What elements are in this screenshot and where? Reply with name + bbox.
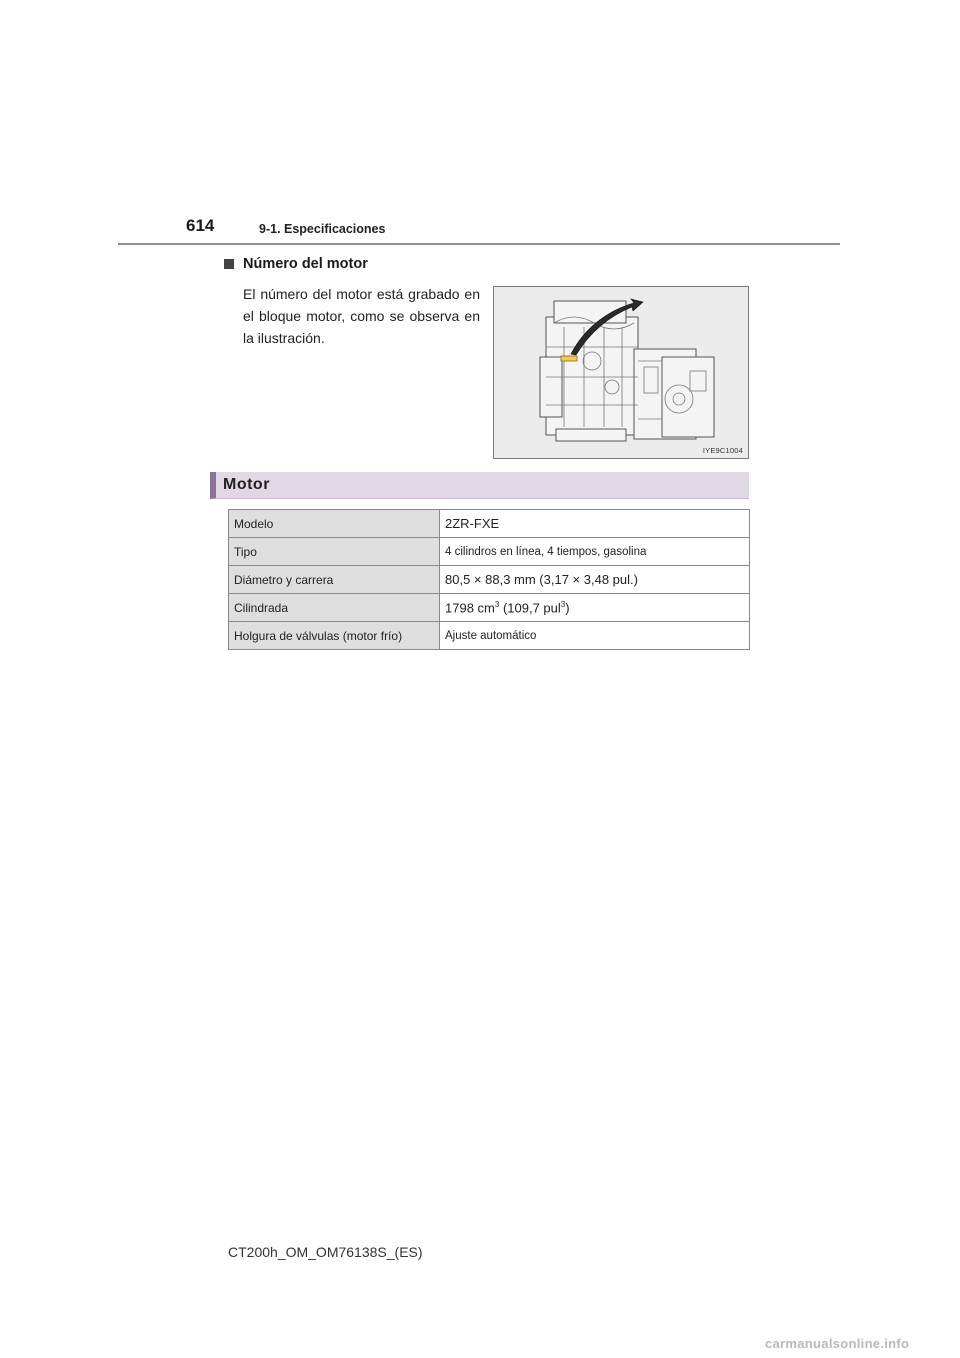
engine-number-marker (561, 356, 577, 361)
site-watermark: carmanualsonline.info (765, 1336, 910, 1351)
superscript: 3 (560, 599, 566, 609)
spec-label: Tipo (229, 538, 440, 566)
spec-value: 4 cilindros en línea, 4 tiempos, gasolina (440, 538, 750, 566)
spec-value: Ajuste automático (440, 622, 750, 650)
engine-number-description: El número del motor está grabado en el bloque motor, como se observa en la ilustración. (243, 286, 480, 346)
section-label: 9-1. Especificaciones (259, 222, 386, 236)
header-rule (118, 243, 840, 245)
displacement-imperial: (109,7 pul (499, 600, 561, 616)
figure-code: IYE9C1004 (702, 446, 743, 455)
superscript: 3 (494, 599, 500, 609)
closing-paren: ) (565, 600, 570, 616)
page-number: 614 (186, 216, 215, 235)
document-id-footer: CT200h_OM_OM76138S_(ES) (228, 1244, 423, 1260)
spec-value: 80,5 × 88,3 mm (3,17 × 3,48 pul.) (440, 566, 750, 594)
spec-label: Diámetro y carrera (229, 566, 440, 594)
spec-label: Modelo (229, 510, 440, 538)
engine-illustration (493, 286, 749, 459)
table-row (229, 510, 750, 538)
square-bullet-icon (224, 259, 234, 269)
spec-value: 2ZR-FXE (440, 510, 750, 538)
table-row (229, 622, 750, 650)
displacement-metric: 1798 cm (445, 600, 495, 616)
table-row (229, 566, 750, 594)
engine-number-title: Número del motor (243, 256, 368, 272)
motor-section-heading (210, 472, 749, 499)
engine-drawing (494, 287, 748, 458)
spec-label: Holgura de válvulas (motor frío) (229, 622, 440, 650)
motor-spec-table (228, 509, 750, 650)
spec-value (440, 594, 750, 622)
spec-label: Cilindrada (229, 594, 440, 622)
engine-number-subhead (224, 256, 368, 272)
motor-heading-text: Motor (223, 476, 270, 493)
table-row (229, 594, 750, 622)
table-row (229, 538, 750, 566)
